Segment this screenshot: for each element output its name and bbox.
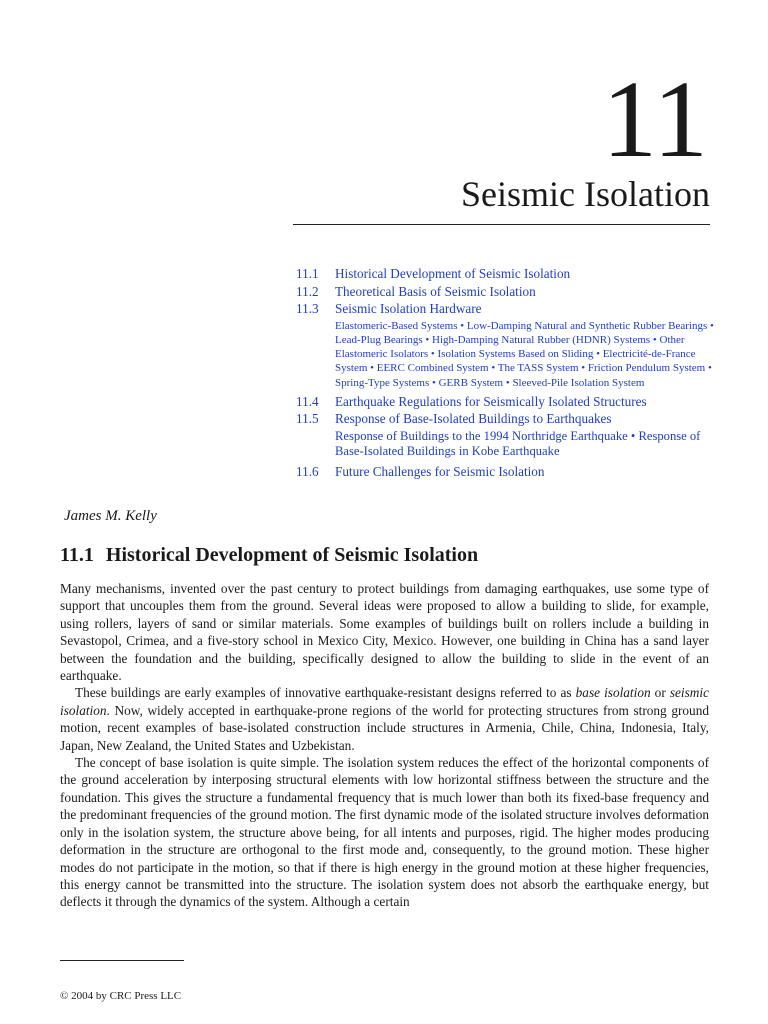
toc-number: 11.3 — [296, 301, 319, 316]
toc-link-response-base-isolated[interactable]: Response of Base-Isolated Buildings to Earthquakes — [335, 411, 612, 427]
title-divider — [293, 224, 710, 225]
toc-link-future-challenges[interactable]: Future Challenges for Seismic Isolation — [335, 463, 545, 479]
body-text — [60, 580, 709, 911]
toc-link-earthquake-regulations[interactable]: Earthquake Regulations for Seismically Isolated Structures — [335, 393, 647, 409]
toc-link-historical-development[interactable]: Historical Development of Seismic Isolation — [335, 266, 571, 281]
table-of-contents — [296, 266, 716, 481]
section-heading — [60, 544, 478, 567]
paragraph: Many mechanisms, invented over the past century to protect buildings from damaging earthquakes, use some type of support that uncouples them from the ground. Several ideas were proposed to allow a building to slide, for example, using rollers, layers of sand or similar materials. Some examples of buildings built on rollers include a building in Sevastopol, Crimea, and a five-story school in Mexico City, Mexico. However, one building in China has a sand layer between the foundation and the building, specifically designed to allow the building to slide in the event of an earthquake. — [60, 581, 709, 684]
toc-number: 11.5 — [296, 411, 319, 427]
section-number: 11.1 — [60, 544, 94, 566]
toc-entry-11-1[interactable] — [296, 266, 716, 283]
toc-entry-11-3[interactable] — [296, 301, 716, 393]
section-title: Historical Development of Seismic Isolation — [105, 544, 479, 566]
chapter-title: Seismic Isolation — [461, 174, 710, 214]
toc-entry-11-6[interactable] — [296, 464, 716, 481]
toc-number: 11.2 — [296, 283, 319, 299]
paragraph: The concept of base isolation is quite simple. The isolation system reduces the effect of the horizontal components of the ground acceleration by interposing structural elements with low horizontal stiffness between the structure and the foundation. This gives the structure a fundamental frequency that is much lower than both its fixed-base frequency and the predominant frequencies of the ground motion. The first dynamic mode of the isolated structure involves deformation only in the isolation system, the structure above being, for all intents and purposes, rigid. The higher modes producing deformation in the structure are orthogonal to the first mode and, consequently, to the ground motion. These higher modes do not participate in the motion, so that if there is high energy in the ground motion at these higher frequencies, this energy cannot be transmitted into the structure. The isolation system does not absorb the earthquake energy, but deflects it through the dynamics of the system. Although a certain — [60, 755, 709, 910]
paragraph-segment: . Now, widely accepted in earthquake-prone regions of the world for protecting structures from strong ground motion, recent examples of base-isolated construction include structures in Armenia, Chile, China, Indonesia, Italy, Japan, New Zealand, the United States and Uzbekistan. — [60, 702, 709, 753]
copyright-notice: © 2004 by CRC Press LLC — [60, 990, 182, 1002]
toc-number: 11.6 — [296, 463, 319, 479]
toc-subtopics-response[interactable]: Response of Buildings to the 1994 Northridge Earthquake • Response of Base-Isolated Buildings in Kobe Earthquake — [335, 428, 701, 459]
toc-number: 11.1 — [296, 266, 319, 281]
toc-link-theoretical-basis[interactable]: Theoretical Basis of Seismic Isolation — [335, 283, 536, 299]
toc-link-isolation-hardware[interactable]: Seismic Isolation Hardware — [335, 301, 482, 316]
paragraph-segment: or — [650, 685, 670, 701]
toc-number: 11.4 — [296, 393, 319, 409]
author-name: James M. Kelly — [64, 508, 157, 524]
paragraph — [60, 684, 709, 754]
paragraph-segment: These buildings are early examples of innovative earthquake-resistant designs referred to as — [75, 685, 576, 701]
toc-entry-11-2[interactable] — [296, 284, 716, 301]
toc-entry-11-5[interactable] — [296, 411, 716, 463]
toc-subtopics-hardware[interactable]: Elastomeric-Based Systems • Low-Damping Natural and Synthetic Rubber Bearings • Lead-Plug Bearings • High-Damping Natural Rubber (HDNR) Systems • Other Elastomeric Isolators • Isolation Systems Based on Sliding • Electricité-de-France System • EERC Combined System • The TASS System • Friction Pendulum System • Spring-Type Systems • GERB System • Sleeved-Pile Isolation System — [335, 319, 714, 389]
toc-entry-11-4[interactable] — [296, 394, 716, 411]
chapter-number: 11 — [602, 58, 708, 180]
emphasis-term: base isolation — [575, 685, 651, 701]
footnote-divider — [60, 960, 184, 961]
emphasis-term: seismic isolation — [60, 685, 709, 718]
